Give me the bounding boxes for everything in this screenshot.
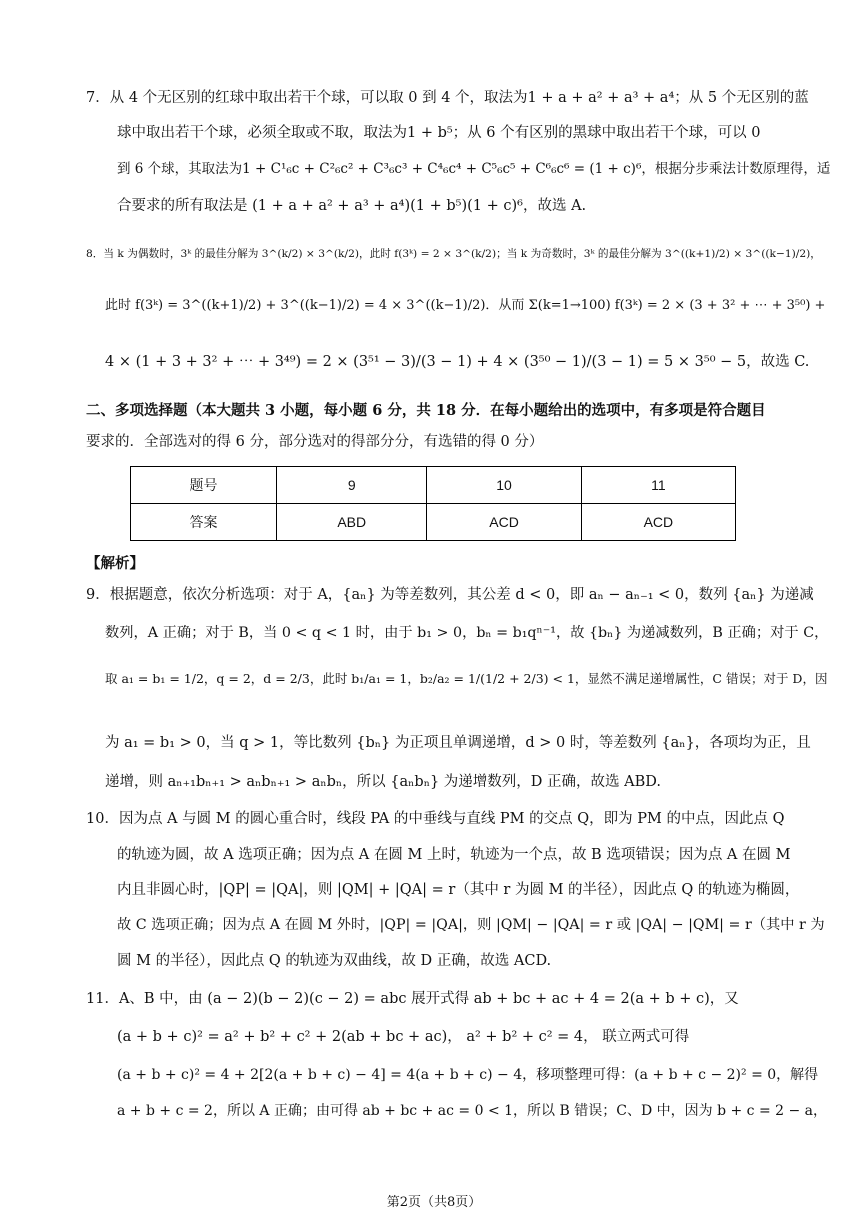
problem-8-line-1: 8．当 k 为偶数时，3ᵏ 的最佳分解为 3^(k/2) × 3^(k/2)，此时 f(3ᵏ) = 2 × 3^(k/2)；当 k 为奇数时，3ᵏ 的最佳分解为 3^((k+1)/2) × 3^((k−1)/2)， xyxy=(86,247,821,260)
problem-9-line-3: 取 a₁ = b₁ = 1/2，q = 2，d = 2/3，此时 b₁/a₁ = 1，b₂/a₂ = 1/(1/2 + 2/3) < 1，显然不满足递增属性，C 错误；对于 D，因 xyxy=(105,671,828,686)
page-footer: 第2页（共8页） xyxy=(386,1195,482,1210)
section-2-heading-line-1: 二、多项选择题（本大题共 3 小题，每小题 6 分，共 18 分．在每小题给出的选项中，有多项是符合题目 xyxy=(86,402,766,419)
problem-7-line-2: 球中取出若干个球，必须全取或不取，取法为1 + b⁵；从 6 个有区别的黑球中取出若干个球，可以 0 xyxy=(117,125,761,141)
table-cell: ABD xyxy=(277,504,427,541)
problem-11-line-1: 11．A、B 中，由 (a − 2)(b − 2)(c − 2) = abc 展开式得 ab + bc + ac + 4 = 2(a + b + c)，又 xyxy=(86,991,739,1007)
answer-table-header-row xyxy=(131,467,736,504)
problem-8-line-3: 4 × (1 + 3 + 3² + ⋯ + 3⁴⁹) = 2 × (3⁵¹ − 3)/(3 − 1) + 4 × (3⁵⁰ − 1)/(3 − 1) = 5 × 3⁵⁰ − 5，故选 C. xyxy=(105,354,810,370)
problem-10-line-5: 圆 M 的半径），因此点 Q 的轨迹为双曲线，故 D 正确，故选 ACD. xyxy=(117,953,552,969)
problem-8-line-2: 此时 f(3ᵏ) = 3^((k+1)/2) + 3^((k−1)/2) = 4 × 3^((k−1)/2)．从而 Σ(k=1→100) f(3ᵏ) = 2 × (3 + 3² + ⋯ + 3⁵⁰) + xyxy=(105,298,826,313)
answer-table xyxy=(130,466,736,541)
table-cell: 9 xyxy=(277,467,427,504)
problem-11-line-3: (a + b + c)² = 4 + 2[2(a + b + c) − 4] = 4(a + b + c) − 4，移项整理可得：(a + b + c − 2)² = 0，解得 xyxy=(117,1067,819,1083)
problem-10-line-3: 内且非圆心时，|QP| = |QA|，则 |QM| + |QA| = r（其中 r 为圆 M 的半径），因此点 Q 的轨迹为椭圆， xyxy=(117,882,800,898)
problem-11-line-4: a + b + c = 2，所以 A 正确；由可得 ab + bc + ac = 0 < 1，所以 B 错误；C、D 中，因为 b + c = 2 − a， xyxy=(117,1103,828,1119)
problem-10-line-1: 10．因为点 A 与圆 M 的圆心重合时，线段 PA 的中垂线与直线 PM 的交点 Q，即为 PM 的中点，因此点 Q xyxy=(86,811,785,827)
problem-9-line-2: 数列，A 正确；对于 B，当 0 < q < 1 时，由于 b₁ > 0，bₙ = b₁qⁿ⁻¹，故 {bₙ} 为递减数列，B 正确；对于 C， xyxy=(105,625,829,641)
problem-10-line-4: 故 C 选项正确；因为点 A 在圆 M 外时，|QP| = |QA|，则 |QM| − |QA| = r 或 |QA| − |QM| = r（其中 r 为 xyxy=(117,917,825,933)
table-cell: 10 xyxy=(427,467,581,504)
answer-table-answer-row xyxy=(131,504,736,541)
table-cell: ACD xyxy=(581,504,735,541)
problem-9-line-1: 9．根据题意，依次分析选项：对于 A，{aₙ} 为等差数列，其公差 d < 0，即 aₙ − aₙ₋₁ < 0，数列 {aₙ} 为递减 xyxy=(86,587,814,603)
table-cell: ACD xyxy=(427,504,581,541)
section-2-heading-line-2: 要求的．全部选对的得 6 分，部分选对的得部分分，有选错的得 0 分） xyxy=(86,434,544,450)
problem-7-line-3: 到 6 个球，其取法为1 + C¹₆c + C²₆c² + C³₆c³ + C⁴₆c⁴ + C⁵₆c⁵ + C⁶₆c⁶ = (1 + c)⁶，根据分步乘法计数原理得，适 xyxy=(117,161,831,177)
problem-7-line-1: 7．从 4 个无区别的红球中取出若干个球，可以取 0 到 4 个，取法为1 + a + a² + a³ + a⁴；从 5 个无区别的蓝 xyxy=(86,90,809,106)
problem-9-line-4: 为 a₁ = b₁ > 0，当 q > 1，等比数列 {bₙ} 为正项且单调递增，d > 0 时，等差数列 {aₙ}，各项均为正，且 xyxy=(105,735,811,751)
table-cell: 11 xyxy=(581,467,735,504)
analysis-tag: 【解析】 xyxy=(86,555,144,572)
table-cell: 题号 xyxy=(131,467,277,504)
problem-9-line-5: 递增，则 aₙ₊₁bₙ₊₁ > aₙbₙ₊₁ > aₙbₙ，所以 {aₙbₙ} 为递增数列，D 正确，故选 ABD. xyxy=(105,774,661,790)
table-cell: 答案 xyxy=(131,504,277,541)
problem-10-line-2: 的轨迹为圆，故 A 选项正确；因为点 A 在圆 M 上时，轨迹为一个点，故 B 选项错误；因为点 A 在圆 M xyxy=(117,847,791,863)
problem-7-line-4: 合要求的所有取法是 (1 + a + a² + a³ + a⁴)(1 + b⁵)(1 + c)⁶，故选 A. xyxy=(117,198,587,214)
problem-11-line-2: (a + b + c)² = a² + b² + c² + 2(ab + bc + ac)， a² + b² + c² = 4， 联立两式可得 xyxy=(117,1029,690,1045)
